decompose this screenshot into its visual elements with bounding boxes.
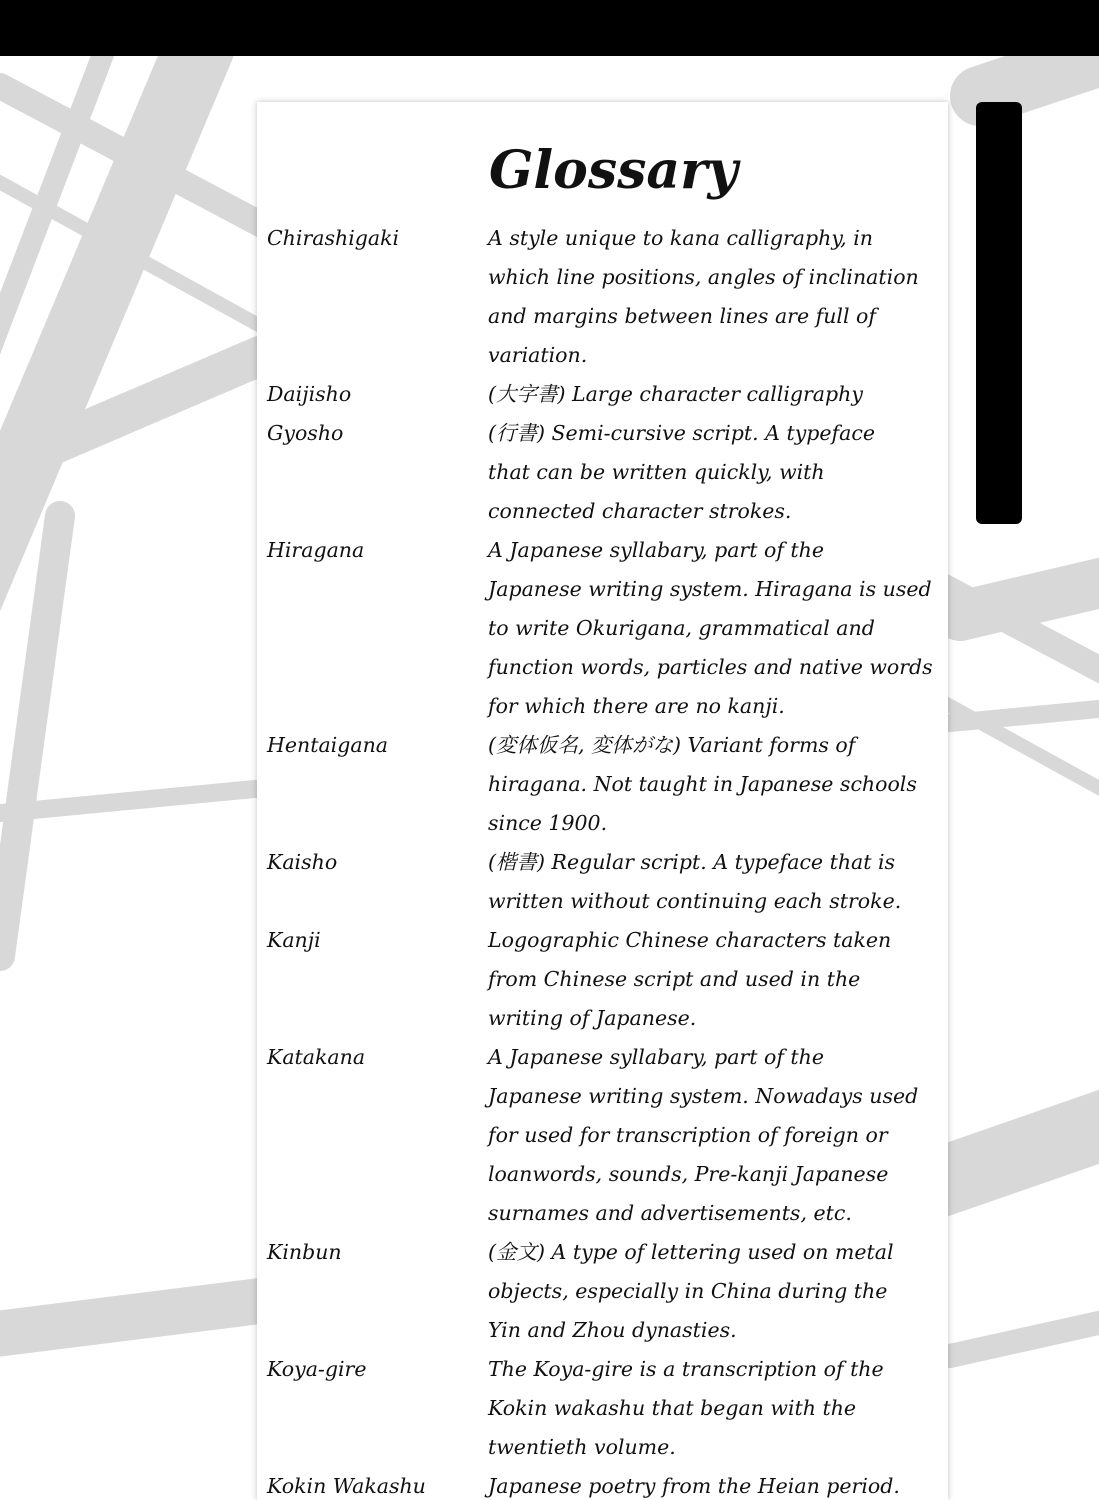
glossary-definition: (楷書) Regular script. A typeface that is written without continuing each stroke. [488,850,902,913]
glossary-term: Chirashigaki [267,226,400,250]
glossary-definition: (金文) A type of lettering used on metal objects, especially in China during the Yin and Zhou dynasties. [488,1240,894,1342]
glossary-term: Gyosho [267,421,344,445]
glossary-entry [267,726,948,843]
glossary-entry [267,843,948,921]
glossary-term: Hiragana [267,538,365,562]
glossary-entry [267,1467,948,1500]
glossary-term: Kaisho [267,850,338,874]
scrollbar-thumb[interactable] [976,102,1022,524]
glossary-definition: A style unique to kana calligraphy, in which line positions, angles of inclination and margins between lines are full of variation. [488,226,919,367]
glossary-term: Koya-gire [267,1357,367,1381]
glossary-term: Kokin Wakashu [267,1474,426,1498]
glossary-entry [267,531,948,726]
glossary-entry [267,1350,948,1467]
glossary-definition: Logographic Chinese characters taken from Chinese script and used in the writing of Japanese. [488,928,892,1030]
glossary-page [257,102,948,1500]
glossary-term: Daijisho [267,382,352,406]
glossary-definition: The Koya-gire is a transcription of the Kokin wakashu that began with the twentieth volume. [488,1357,884,1459]
page-title: Glossary [489,140,738,201]
glossary-definition: Japanese poetry from the Heian period. [488,1474,900,1498]
glossary-entry [267,1233,948,1350]
glossary-entry [267,921,948,1038]
glossary-definition: (変体仮名, 変体がな) Variant forms of hiragana. Not taught in Japanese schools since 1900. [488,733,917,835]
glossary-entry [267,414,948,531]
glossary-definition: (大字書) Large character calligraphy [488,382,863,406]
glossary-list [267,219,948,1500]
glossary-definition: A Japanese syllabary, part of the Japanese writing system. Nowadays used for used for transcription of foreign or loanwords, sounds, Pre-kanji Japanese surnames and advertisements, etc. [488,1045,919,1225]
glossary-definition: (行書) Semi-cursive script. A typeface that can be written quickly, with connected character strokes. [488,421,875,523]
glossary-definition: A Japanese syllabary, part of the Japanese writing system. Hiragana is used to write Okurigana, grammatical and function words, particles and native words for which there are no kanji. [488,538,933,718]
glossary-term: Kinbun [267,1240,342,1264]
glossary-term: Katakana [267,1045,366,1069]
glossary-term: Kanji [267,928,321,952]
glossary-entry [267,375,948,414]
top-bar [0,0,1099,56]
glossary-entry [267,219,948,375]
glossary-entry [267,1038,948,1233]
glossary-term: Hentaigana [267,733,388,757]
